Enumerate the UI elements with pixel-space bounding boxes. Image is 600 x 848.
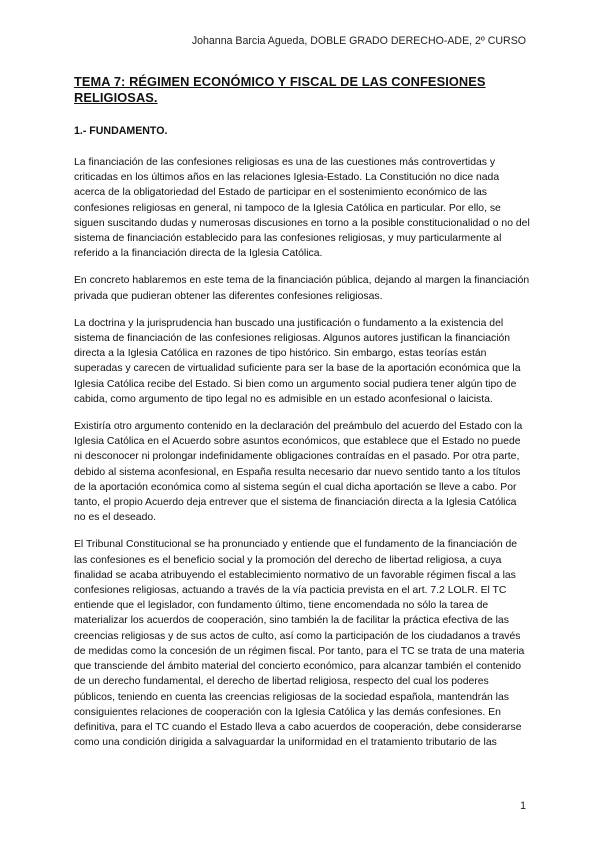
page-number: 1 (520, 800, 526, 812)
paragraph-3: La doctrina y la jurisprudencia han buscado una justificación o fundamento a la existencia del sistema de financiación de las confesiones religiosas. Algunos autores justifican la financiación directa a la Iglesia Católica en razones de tipo histórico. Sin embargo, estas teorías están superadas y carecen de virtualidad suficiente para ser la base de la aportación económica que la Iglesia Católica recibe del Estado. Si bien como un argumento social pudiera tener algún tipo de cabida, como argumento de tipo legal no es admisible en un estado aconfesional o laicista. (74, 317, 521, 405)
document-title: TEMA 7: RÉGIMEN ECONÓMICO Y FISCAL DE LAS CONFESIONES RELIGIOSAS. (74, 74, 486, 105)
page-header: Johanna Barcia Agueda, DOBLE GRADO DERECHO-ADE, 2º CURSO (191, 35, 526, 47)
paragraph-1: La financiación de las confesiones religiosas es una de las cuestiones más controvertidas y criticadas en los últimos años en las relaciones Iglesia-Estado. La Constitución no dice nada acerca de la obligatoriedad del Estado de participar en el sostenimiento económico de las confesiones religiosas en general, ni tampoco de la Iglesia Católica en particular. Por ello, se siguen suscitando dudas y numerosas discusiones en torno a la posible constitucionalidad o no del sistema de financiación establecido para las confesiones religiosas, y muy particularmente al referido a la financiación directa de la Iglesia Católica. (74, 157, 530, 260)
page-content (74, 74, 530, 762)
paragraph-2: En concreto hablaremos en este tema de la financiación pública, dejando al margen la financiación privada que pudieran obtener las diferentes confesiones religiosas. (74, 275, 530, 302)
paragraph-4: Existiría otro argumento contenido en la declaración del preámbulo del acuerdo del Estado con la Iglesia Católica en el Acuerdo sobre asuntos económicos, que establece que el Estado no puede ni desconocer ni prolongar indefinidamente obligaciones contraídas en el pasado. Por otra parte, debido al sistema aconfesional, en España resulta necesario dar nuevo sentido tanto a los títulos de la aportación económica como al sistema según el cual dicha aportación se lleve a cabo. Por tanto, el propio Acuerdo deja entrever que el sistema de financiación directa a la Iglesia Católica no es el deseado. (74, 421, 523, 524)
section-heading: 1.- FUNDAMENTO. (74, 125, 168, 137)
paragraph-5: El Tribunal Constitucional se ha pronunciado y entiende que el fundamento de la financiación de las confesiones es el beneficio social y la promoción del derecho de libertad religiosa, a cuya finalidad se acaba atribuyendo el establecimiento normativo de un favorable régimen fiscal a las confesiones religiosas, actuando a través de la vía pacticia prevista en el art. 7.2 LOLR. El TC entiende que el legislador, con fundamento último, tiene encomendada no sólo la tarea de materializar los acuerdos de cooperación, sino también la de facilitar la práctica efectiva de las creencias religiosas y de sus actos de culto, así como la participación de los ciudadanos a través de medidas como la concesión de un régimen fiscal. Por tanto, para el TC se trata de una materia que transciende del ámbito material del concierto económico, para alcanzar también el contenido de un derecho fundamental, el derecho de libertad religiosa, respecto del cual los poderes públicos, teniendo en cuenta las creencias religiosas de la sociedad española, mantendrán las consiguientes relaciones de cooperación con la Iglesia Católica y las demás confesiones. En definitiva, para el TC cuando el Estado lleva a cabo acuerdos de cooperación, debe considerarse como una condición dirigida a salvaguardar la uniformidad en el tratamiento tributario de las (74, 539, 525, 749)
